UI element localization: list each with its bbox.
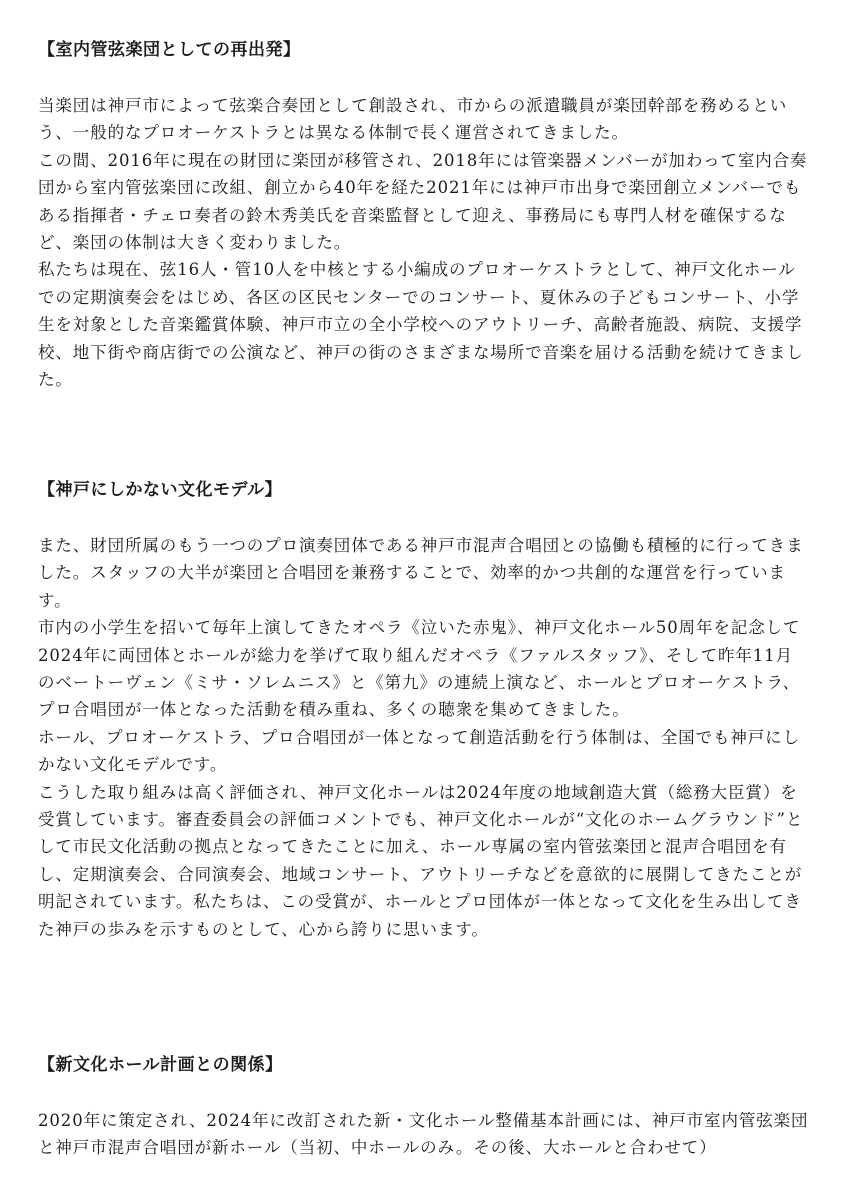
section-orchestra-restart xyxy=(38,38,810,393)
paragraph: 市内の小学生を招いて毎年上演してきたオペラ《泣いた赤鬼》、神戸文化ホール50周年を記念して2024年に両団体とホールが総力を挙げて取り組んだオペラ《ファルスタッフ》、そして昨年11月のベートーヴェン《ミサ・ソレムニス》と《第九》の連続上演など、ホールとプロオーケストラ、プロ合唱団が一体となった活動を積み重ね、多くの聴衆を集めてきました。 xyxy=(38,618,801,720)
section-body xyxy=(38,1107,810,1162)
paragraph: また、財団所属のもう一つのプロ演奏団体である神戸市混声合唱団との協働も積極的に行ってきました。スタッフの大半が楽団と合唱団を兼務することで、効率的かつ共創的な運営を行っています。 xyxy=(38,536,804,610)
section-body xyxy=(38,532,810,943)
paragraph: 私たちは現在、弦16人・管10人を中核とする小編成のプロオーケストラとして、神戸文化ホールでの定期演奏会をはじめ、各区の区民センターでのコンサート、夏休みの子どもコンサート、小学生を対象とした音楽鑑賞体験、神戸市立の全小学校へのアウトリーチ、高齢者施設、病院、支援学校、地下街や商店街での公演など、神戸の街のさまざまな場所で音楽を届ける活動を続けてきました。 xyxy=(38,260,804,390)
section-kobe-culture-model xyxy=(38,478,810,943)
section-new-hall-plan xyxy=(38,1053,810,1162)
paragraph: 当楽団は神戸市によって弦楽合奏団として創設され、市からの派遣職員が楽団幹部を務めるという、一般的なプロオーケストラとは異なる体制で長く運営されてきました。 xyxy=(38,96,788,143)
section-heading: 【新文化ホール計画との関係】 xyxy=(38,1055,283,1075)
paragraph: この間、2016年に現在の財団に楽団が移管され、2018年には管楽器メンバーが加わって室内合奏団から室内管弦楽団に改組、創立から40年を経た2021年には神戸市出身で楽団創立メンバーでもある指揮者・チェロ奏者の鈴木秀美氏を音楽監督として迎え、事務局にも専門人材を確保するなど、楽団の体制は大きく変わりました。 xyxy=(38,150,808,253)
section-heading: 【室内管弦楽団としての再出発】 xyxy=(38,40,301,60)
section-body xyxy=(38,92,810,393)
section-heading: 【神戸にしかない文化モデル】 xyxy=(38,480,283,500)
paragraph: ホール、プロオーケストラ、プロ合唱団が一体となって創造活動を行う体制は、全国でも神戸にしかない文化モデルです。 xyxy=(38,727,800,775)
paragraph: 2020年に策定され、2024年に改訂された新・文化ホール整備基本計画には、神戸市室内管弦楽団と神戸市混声合唱団が新ホール（当初、中ホールのみ。その後、大ホールと合わせて） xyxy=(38,1111,809,1158)
paragraph: こうした取り組みは高く評価され、神戸文化ホールは2024年度の地域創造大賞（総務大臣賞）を受賞しています。審査委員会の評価コメントでも、神戸文化ホールが“文化のホームグラウンド”として市民文化活動の拠点となってきたことに加え、ホール専属の室内管弦楽団と混声合唱団を有し、定期演奏会、合同演奏会、地域コンサート、アウトリーチなどを意欲的に展開してきたことが明記されています。私たちは、この受賞が、ホールとプロ団体が一体となって文化を生み出してきた神戸の歩みを示すものとして、心から誇りに思います。 xyxy=(38,782,804,939)
